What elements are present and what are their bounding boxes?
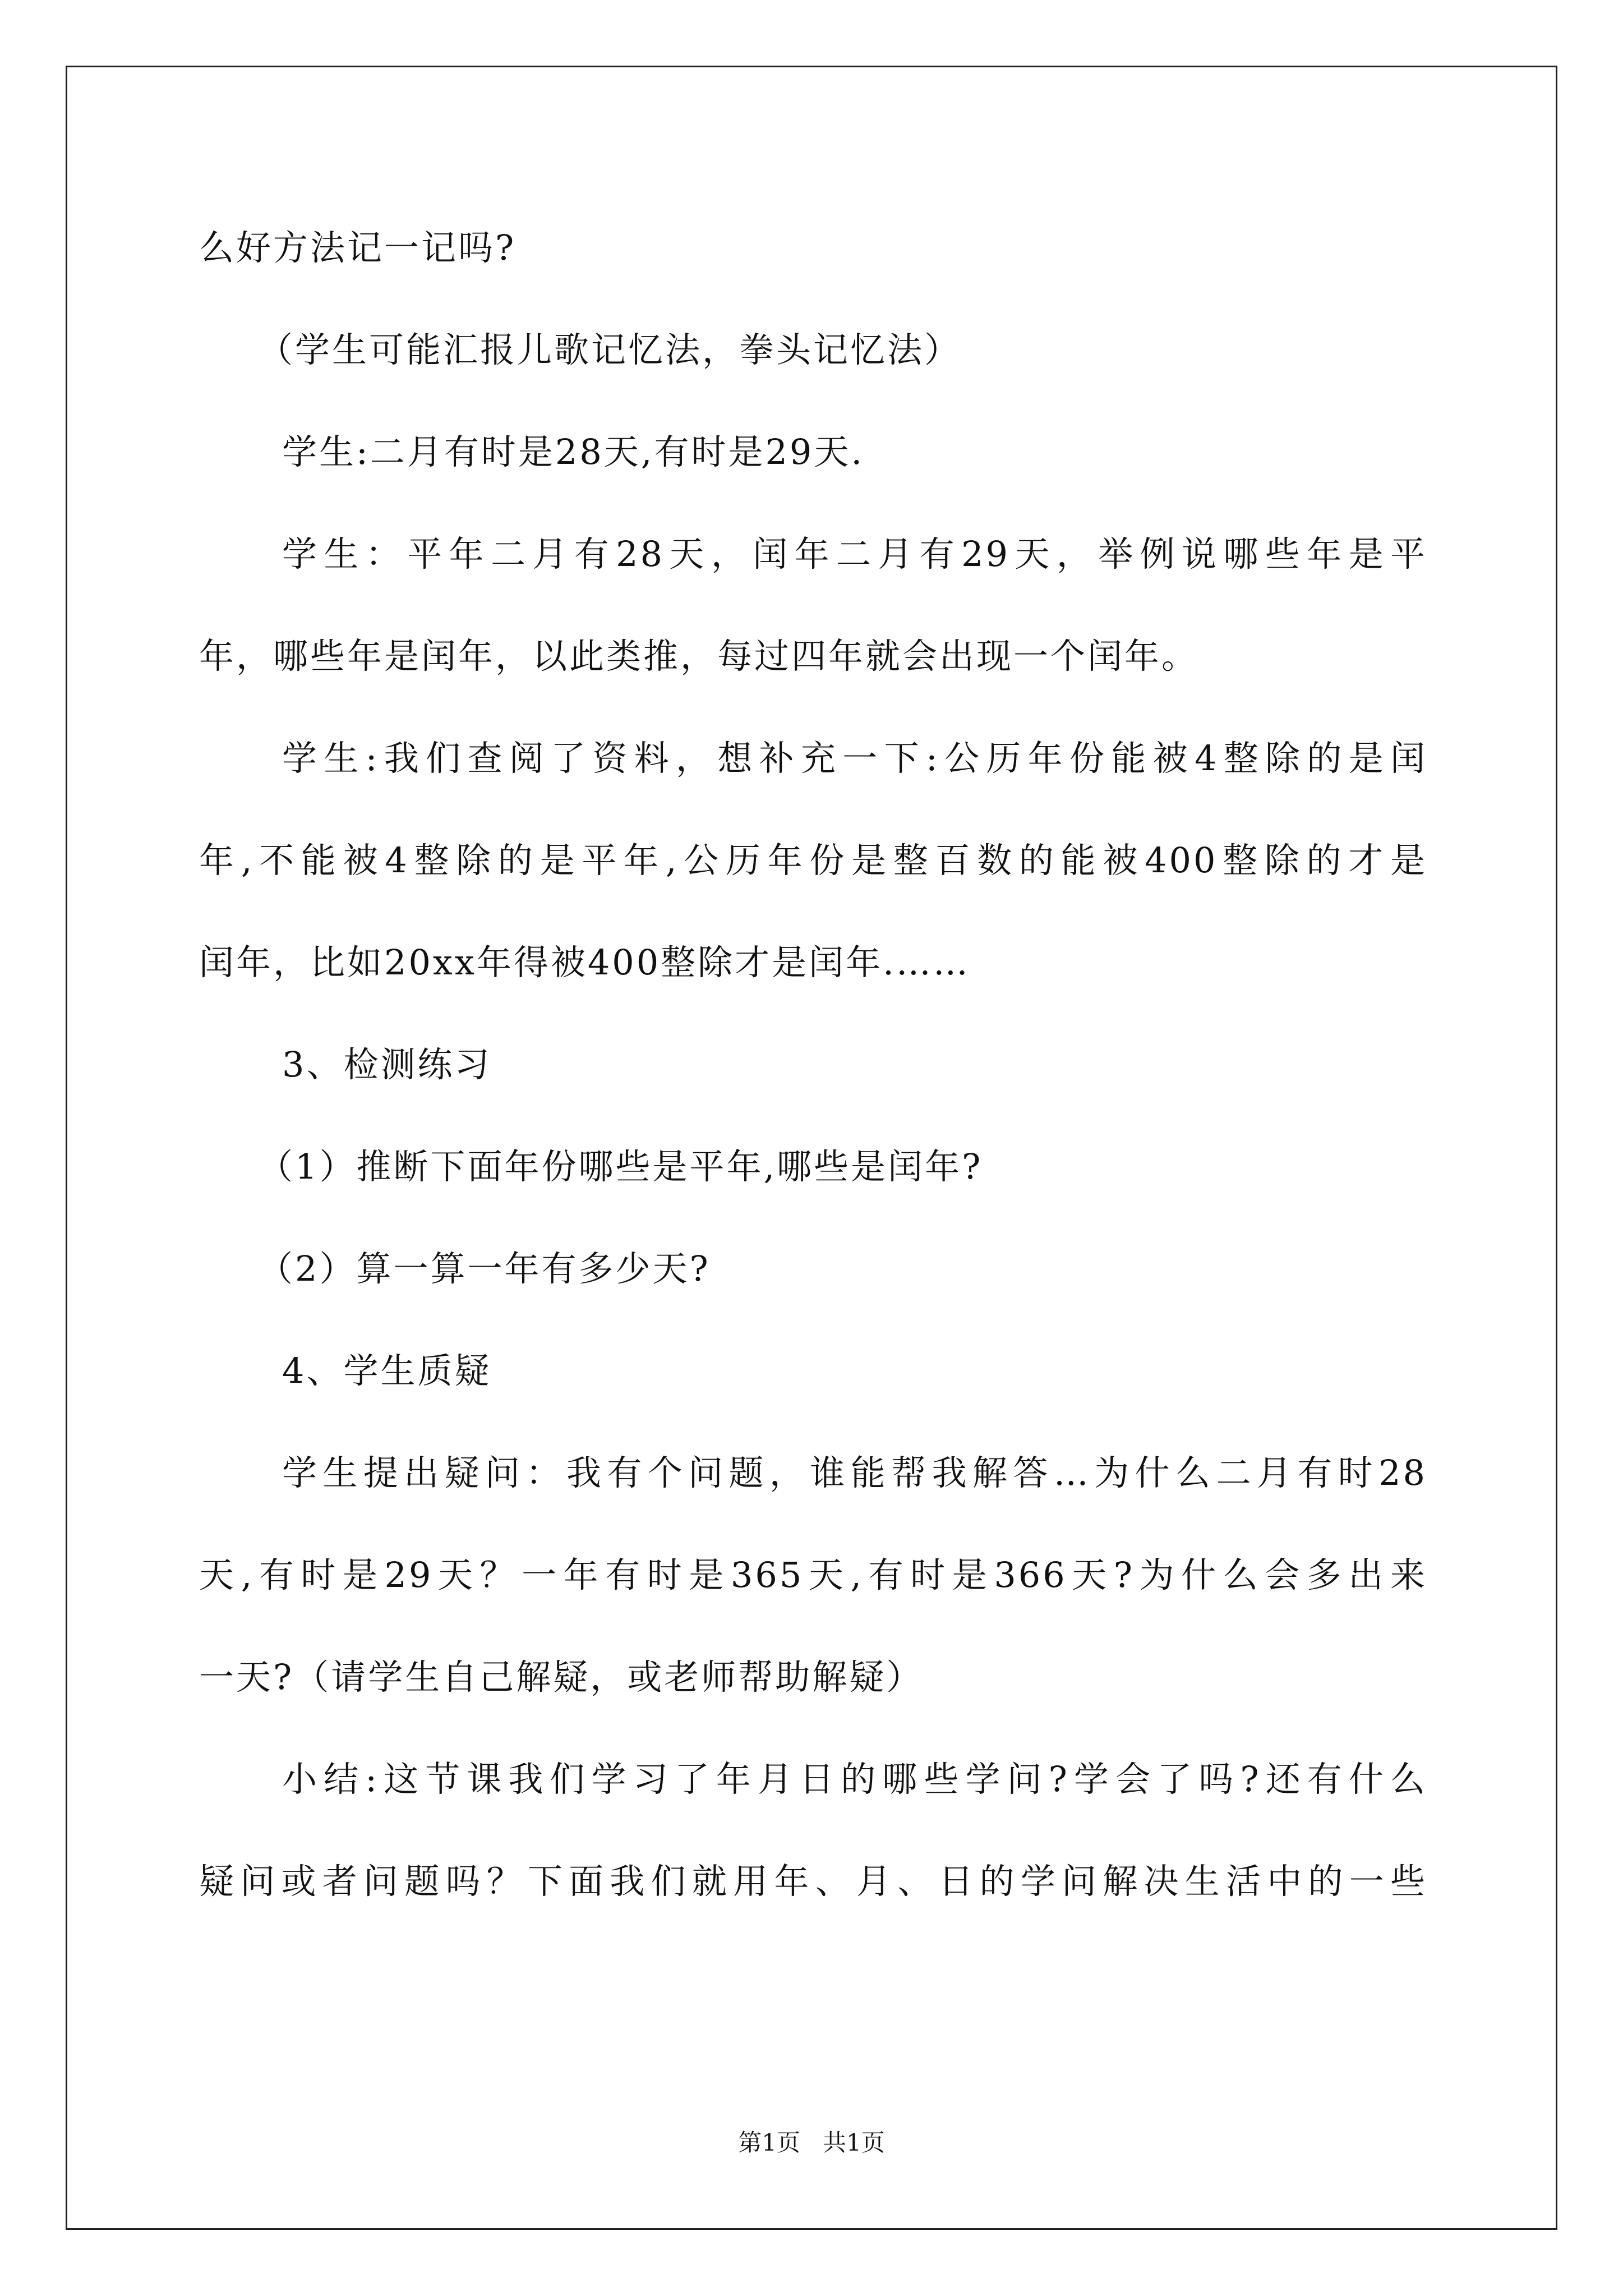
text-line: （学生可能汇报儿歌记忆法，拳头记忆法） <box>258 329 962 370</box>
text-line: （1）推断下面年份哪些是平年,哪些是闰年? <box>258 1146 983 1187</box>
text-line: 天,有时是29天？一年有时是365天,有时是366天?为什么会多出来 <box>199 1554 1427 1595</box>
text-line: 么好方法记一记吗? <box>199 227 517 268</box>
text-line: 学生:我们查阅了资料，想补充一下:公历年份能被4整除的是闰 <box>282 738 1427 779</box>
text-line: 闰年，比如20xx年得被400整除才是闰年.…… <box>199 942 970 983</box>
text-line: 年，哪些年是闰年，以此类推，每过四年就会出现一个闰年。 <box>199 636 1199 677</box>
text-line: （2）算一算一年有多少天? <box>258 1248 711 1289</box>
text-line: 小结:这节课我们学习了年月日的哪些学问?学会了吗?还有什么 <box>282 1759 1427 1800</box>
section-heading: 3、检测练习 <box>282 1044 492 1085</box>
text-line: 疑问或者问题吗？下面我们就用年、月、日的学问解决生活中的一些 <box>199 1861 1427 1902</box>
text-line: 学生:二月有时是28天,有时是29天. <box>282 431 865 472</box>
text-line: 年,不能被4整除的是平年,公历年份是整百数的能被400整除的才是 <box>199 840 1427 881</box>
text-line: 学生提出疑问：我有个问题，谁能帮我解答…为什么二月有时28 <box>282 1452 1427 1493</box>
text-line: 学生：平年二月有28天，闰年二月有29天，举例说哪些年是平 <box>282 533 1427 574</box>
section-heading: 4、学生质疑 <box>282 1350 492 1391</box>
text-line: 一天?（请学生自己解疑，或老师帮助解疑） <box>199 1657 924 1697</box>
page-footer: 第1页 共1页 <box>738 2129 885 2156</box>
